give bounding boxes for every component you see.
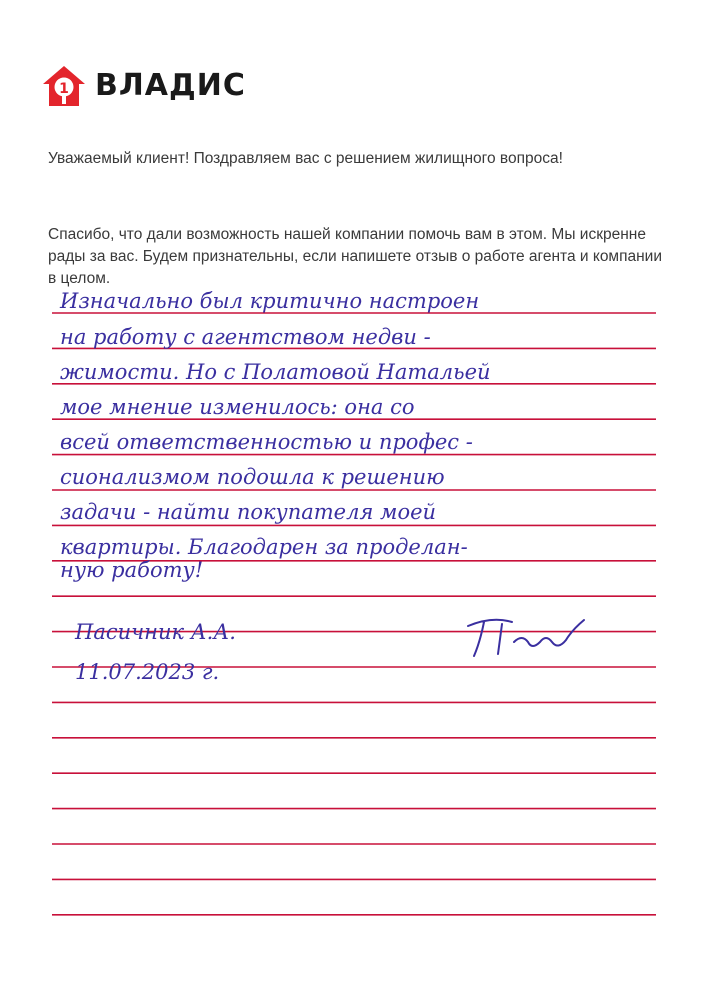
handwritten-signature bbox=[462, 612, 592, 662]
author-name: Пасичник А.А. bbox=[75, 620, 236, 644]
handwritten-line: квартиры. Благодарен за проделан- bbox=[60, 535, 468, 559]
handwritten-line: сионализмом подошла к решению bbox=[60, 465, 445, 489]
intro-paragraph: Спасибо, что дали возможность нашей компании помочь вам в этом. Мы искренне рады за вас. Будем признательны, если напишете отзыв о работе агента и компании в целом. bbox=[48, 226, 662, 287]
handwritten-line: жимости. Но с Полатовой Натальей bbox=[60, 360, 491, 384]
handwritten-line: Изначально был критично настроен bbox=[60, 289, 480, 313]
handwritten-line: ную работу! bbox=[60, 558, 204, 582]
handwritten-line: мое мнение изменилось: она со bbox=[60, 395, 415, 419]
logo-digit: 1 bbox=[59, 81, 69, 97]
signature-date: 11.07.2023 г. bbox=[75, 660, 220, 684]
handwritten-line: задачи - найти покупателя моей bbox=[60, 500, 437, 524]
handwritten-line: на работу с агентством недви - bbox=[60, 325, 431, 349]
brand-name: ВЛАДИС bbox=[95, 68, 246, 103]
handwritten-line: всей ответственностью и профес - bbox=[60, 430, 473, 454]
greeting-text: Уважаемый клиент! Поздравляем вас с решением жилищного вопроса! bbox=[48, 150, 563, 167]
